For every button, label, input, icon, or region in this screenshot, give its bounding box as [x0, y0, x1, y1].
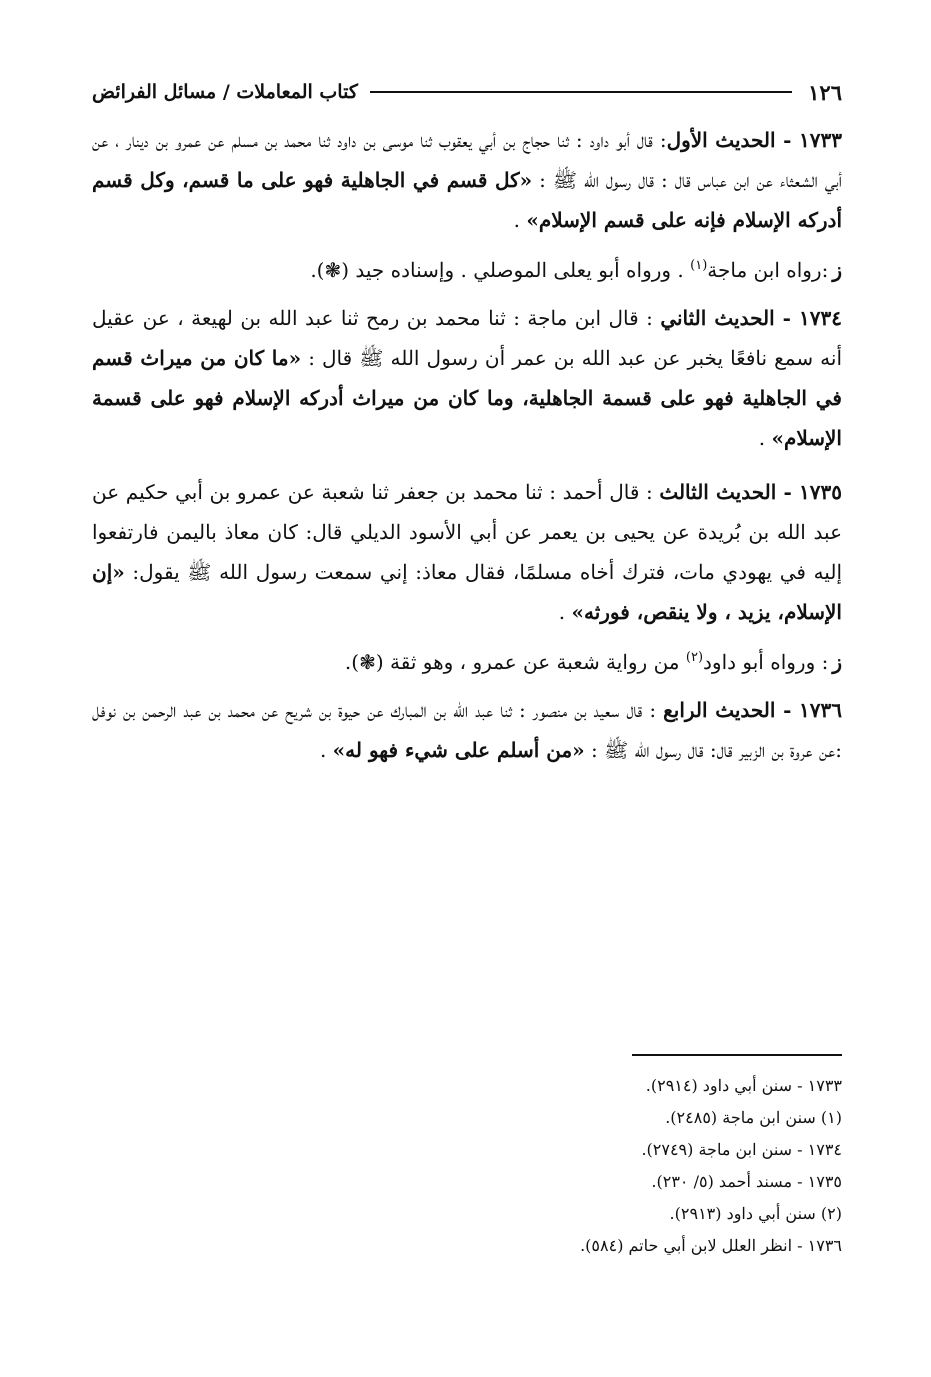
running-title: كتاب المعاملات / مسائل الفرائض: [92, 81, 358, 103]
hadith-1733-end: .: [513, 208, 527, 232]
note-1733-text2: . ورواه أبو يعلى الموصلي . وإسناده جيد (❃).: [310, 258, 691, 282]
note-1735-text1: : ورواه أبو داود: [703, 650, 829, 674]
note-1733: [92, 246, 842, 290]
page-number: ١٢٦: [808, 79, 842, 105]
hadith-1735-end: .: [558, 600, 572, 624]
note-1733-mark: ز: [832, 258, 842, 282]
note-1733-text1: :رواه ابن ماجة: [707, 258, 829, 282]
footnote-1736: ١٧٣٦ - انظر العلل لابن أبي حاتم (٥٨٤).: [580, 1236, 842, 1255]
footnote-rule: [632, 1054, 842, 1056]
footnote-1734: ١٧٣٤ - سنن ابن ماجة (٢٧٤٩).: [641, 1140, 842, 1159]
hadith-1734: [92, 298, 842, 458]
footnote-1733: ١٧٣٣ - سنن أبي داود (٢٩١٤).: [645, 1076, 842, 1095]
hadith-1734-quote: «ما كان من ميراث قسم في الجاهلية فهو على قسمة الجاهلية، وما كان من ميراث أدركه الإسلام فهو على قسمة الإسلام»: [92, 346, 842, 450]
hadith-1736: [92, 690, 842, 770]
hadith-1734-lead: ١٧٣٤ - الحديث الثاني: [660, 306, 842, 330]
page-body: [92, 70, 842, 776]
hadith-1734-end: .: [758, 426, 772, 450]
footnote-1735: ١٧٣٥ - مسند أحمد (٥/ ٢٣٠).: [651, 1172, 842, 1191]
hadith-1735: [92, 472, 842, 632]
note-1735-text2: من رواية شعبة عن عمرو ، وهو ثقة (❃).: [344, 650, 686, 674]
footnote-ref-1: (١) سنن ابن ماجة (٢٤٨٥).: [665, 1108, 842, 1127]
page-header: [92, 70, 842, 114]
hadith-1734-text: : قال ابن ماجة : ثنا محمد بن رمح ثنا عبد الله بن لهيعة ، عن عقيل أنه سمع نافعًا يخبر عن عبد الله بن عمر أن رسول الله ﷺ قال :: [92, 306, 842, 370]
note-1735: [92, 638, 842, 682]
hadith-1733: [92, 120, 842, 240]
hadith-1735-quote: «إن الإسلام، يزيد ، ولا ينقص، فورثه»: [92, 560, 842, 624]
note-1735-mark: ز: [832, 650, 842, 674]
footnotes: [92, 1054, 842, 1262]
hadith-1733-text: : قال أبو داود : ثنا حجاج بن أبي يعقوب ثنا موسى بن داود ثنا محمد بن مسلم عن عمرو بن دينار ، عن أبي الشعثاء عن ابن عباس قال : قال رسول الله ﷺ :: [92, 128, 842, 192]
hadith-1733-quote: «كل قسم في الجاهلية فهو على ما قسم، وكل قسم أدركه الإسلام فإنه على قسم الإسلام»: [92, 168, 842, 232]
footnote-ref-2: (٢) سنن أبي داود (٢٩١٣).: [669, 1204, 842, 1223]
hadith-1736-lead: ١٧٣٦ - الحديث الرابع: [663, 698, 842, 722]
note-1735-ref: (٢): [685, 650, 704, 665]
hadith-1736-end: .: [319, 738, 333, 762]
note-1733-ref: (١): [690, 258, 708, 273]
hadith-1735-lead: ١٧٣٥ - الحديث الثالث: [659, 480, 842, 504]
header-rule: [370, 91, 792, 93]
hadith-1735-text: : قال أحمد : ثنا محمد بن جعفر ثنا شعبة عن عمرو بن أبي حكيم عن عبد الله بن بُريدة عن يحيى بن يعمر عن أبي الأسود الديلي قال: كان معاذ باليمن فارتفعوا إليه في يهودي مات، فترك أخاه مسلمًا، فقال معاذ: إني سمعت رسول الله ﷺ يقول:: [92, 480, 842, 584]
hadith-1736-quote: «من أسلم على شيء فهو له»: [332, 738, 585, 762]
hadith-1733-lead: ١٧٣٣ - الحديث الأول: [666, 128, 843, 152]
hadith-1736-text: : قال سعيد بن منصور : ثنا عبد الله بن المبارك عن حيوة بن شريح عن محمد بن عبد الرحمن بن نوفل :عن عروة بن الزبير قال: قال رسول الله ﷺ :: [92, 698, 842, 762]
